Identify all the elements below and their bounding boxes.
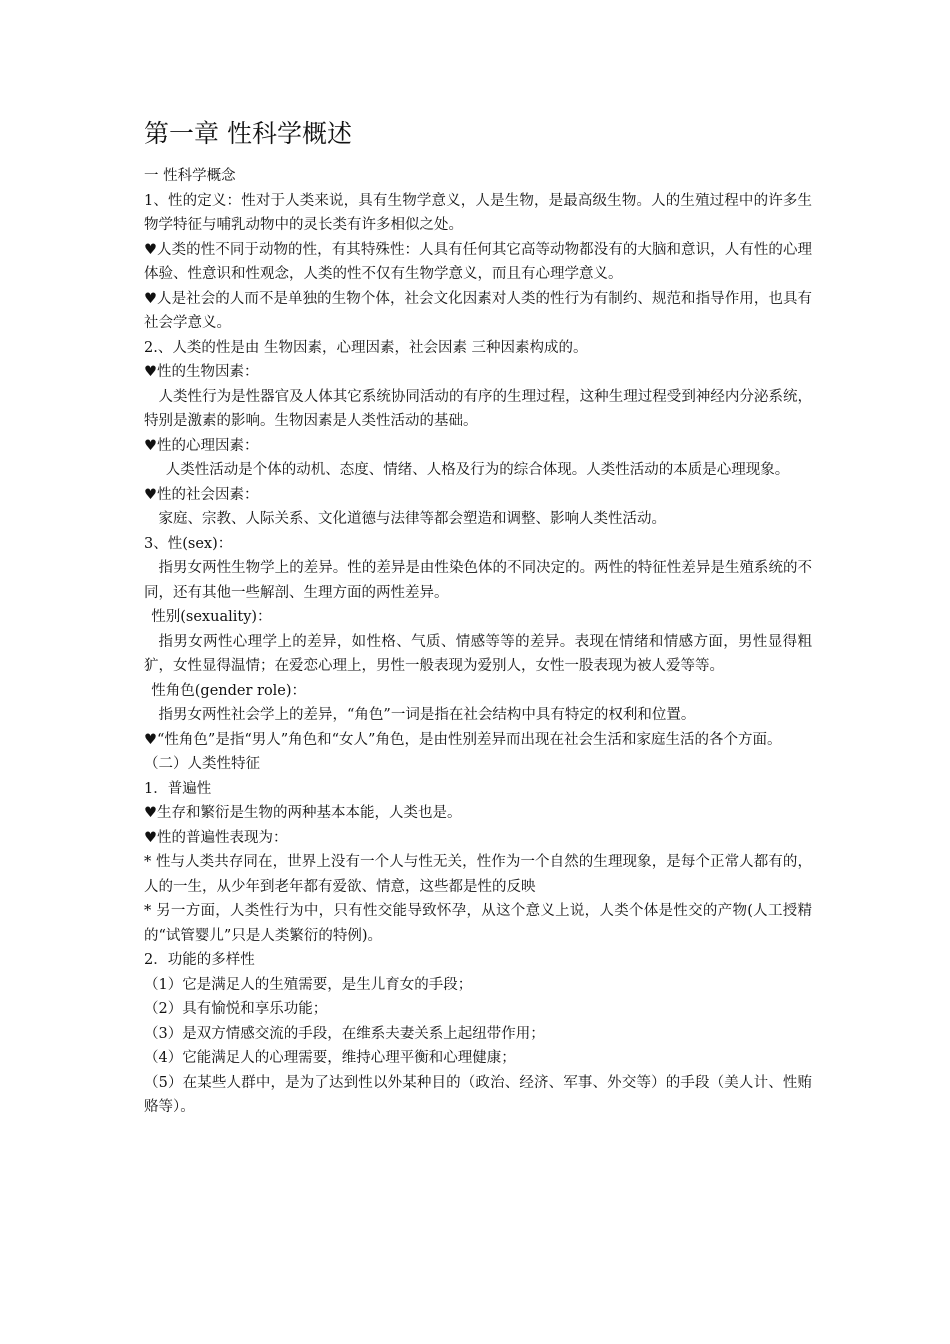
paragraph: ♥性的心理因素： [144, 437, 259, 454]
paragraph: * 另一方面，人类性行为中，只有性交能导致怀孕，从这个意义上说，人类个体是性交的产物(人工授精的“试管婴儿”只是人类繁衍的特例)。 [144, 903, 812, 944]
paragraph: （3）是双方情感交流的手段，在维系夫妻关系上起纽带作用； [144, 1025, 545, 1042]
paragraph: ♥生存和繁衍是生物的两种基本本能，人类也是。 [144, 805, 462, 821]
paragraph: 家庭、宗教、人际关系、文化道德与法律等都会塑造和调整、影响人类性活动。 [158, 511, 666, 527]
paragraph: 指男女两性心理学上的差异，如性格、气质、情感等等的差异。表现在情绪和情感方面，男性显得粗犷，女性显得温情；在爱恋心理上，男性一般表现为爱别人，女性一股表现为被人爱等等。 [144, 633, 812, 674]
chapter-title: 第一章 性科学概述 [144, 119, 352, 148]
paragraph: 一 性科学概念 [144, 168, 236, 184]
paragraph: ♥人是社会的人而不是单独的生物个体，社会文化因素对人类的性行为有制约、规范和指导作用，也具有社会学意义。 [144, 290, 812, 331]
paragraph: 1．普遍性 [144, 780, 212, 797]
paragraph: （5）在某些人群中，是为了达到性以外某种目的（政治、经济、军事、外交等）的手段（美人计、性贿赂等）。 [144, 1074, 812, 1115]
paragraph: 2．功能的多样性 [144, 952, 255, 968]
paragraph: 2.、人类的性是由 生物因素，心理因素，社会因素 三种因素构成的。 [144, 339, 588, 356]
paragraph: ♥人类的性不同于动物的性，有其特殊性：人具有任何其它高等动物都没有的大脑和意识，人有性的心理体验、性意识和性观念，人类的性不仅有生物学意义，而且有心理学意义。 [144, 241, 812, 282]
paragraph: 人类性活动是个体的动机、态度、情绪、人格及行为的综合体现。人类性活动的本质是心理现象。 [165, 462, 790, 478]
paragraph: ♥性的社会因素： [144, 486, 259, 503]
paragraph: （二）人类性特征 [144, 756, 260, 772]
paragraph: （1）它是满足人的生殖需要，是生儿育女的手段； [144, 976, 473, 993]
paragraph: （4）它能满足人的心理需要，维持心理平衡和心理健康； [144, 1050, 516, 1066]
paragraph: 指男女两性生物学上的差异。性的差异是由性染色体的不同决定的。两性的特征性差异是生殖系统的不同，还有其他一些解剖、生理方面的两性差异。 [144, 560, 812, 601]
paragraph: （2）具有愉悦和享乐功能； [144, 1001, 328, 1017]
paragraph: 性角色(gender role)： [151, 682, 307, 699]
paragraph: ♥性的生物因素： [144, 364, 259, 380]
paragraph: * 性与人类共存同在，世界上没有一个人与性无关，性作为一个自然的生理现象，是每个正常人都有的，人的一生，从少年到老年都有爱欲、情意，这些都是性的反映 [144, 854, 812, 895]
paragraph: ♥“性角色”是指“男人”角色和“女人”角色，是由性别差异而出现在社会生活和家庭生活的各个方面。 [144, 731, 782, 748]
paragraph: ♥性的普遍性表现为： [144, 829, 288, 846]
paragraph: 人类性行为是性器官及人体其它系统协同活动的有序的生理过程，这种生理过程受到神经内分泌系统，特别是激素的影响。生物因素是人类性活动的基础。 [144, 388, 812, 429]
document-body [144, 164, 812, 1120]
paragraph: 1、性的定义：性对于人类来说，具有生物学意义，人是生物，是最高级生物。人的生殖过程中的许多生物学特征与哺乳动物中的灵长类有许多相似之处。 [144, 192, 812, 233]
paragraph: 3、性(sex)： [144, 535, 233, 552]
paragraph: 性别(sexuality)： [151, 609, 272, 625]
paragraph: 指男女两性社会学上的差异，“角色”一词是指在社会结构中具有特定的权利和位置。 [158, 707, 696, 723]
document-page [144, 116, 812, 1120]
